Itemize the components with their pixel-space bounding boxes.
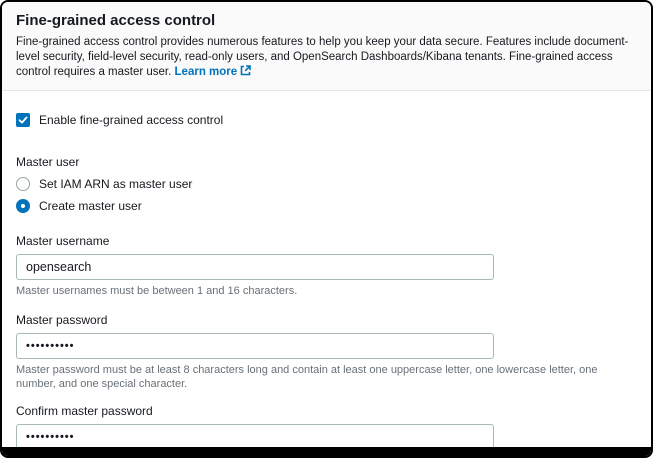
learn-more-label: Learn more [174, 66, 238, 78]
master-password-input[interactable] [16, 333, 494, 359]
panel-description [16, 35, 645, 81]
learn-more-link[interactable] [175, 66, 252, 78]
master-username-input[interactable] [16, 254, 494, 280]
master-username-hint: Master usernames must be between 1 and 16 characters. [16, 285, 298, 297]
confirm-password-label: Confirm master password [16, 404, 153, 418]
panel-description-text: Fine-grained access control provides numerous features to help you keep your data secure. Features include document-level security, field-level security, read-only users, and OpenSearch Dashboards/Kibana tenants. Fine-grained access control requires a master user. [16, 36, 629, 78]
radio-label: Set IAM ARN as master user [39, 177, 193, 191]
checkbox-label: Enable fine-grained access control [39, 113, 224, 127]
master-password-hint: Master password must be at least 8 characters long and contain at least one uppercase letter, one lowercase letter, one number, and one special character. [16, 364, 598, 390]
master-username-label: Master username [16, 234, 110, 248]
panel-title: Fine-grained access control [16, 12, 216, 29]
external-link-icon [240, 65, 251, 81]
radio-selected-icon[interactable] [16, 199, 30, 213]
panel-header [2, 2, 651, 91]
radio-create-master-user[interactable] [16, 198, 637, 214]
panel-content [2, 112, 651, 450]
master-password-label: Master password [16, 313, 108, 327]
radio-label: Create master user [39, 199, 142, 213]
master-user-group-label: Master user [16, 155, 80, 169]
enable-facc-checkbox[interactable] [16, 112, 637, 128]
radio-dot [21, 204, 25, 208]
radio-set-iam-arn[interactable] [16, 176, 637, 192]
checkbox-checked-icon[interactable] [16, 113, 30, 127]
bottom-crop-bar [2, 447, 651, 456]
radio-unselected-icon[interactable] [16, 177, 30, 191]
